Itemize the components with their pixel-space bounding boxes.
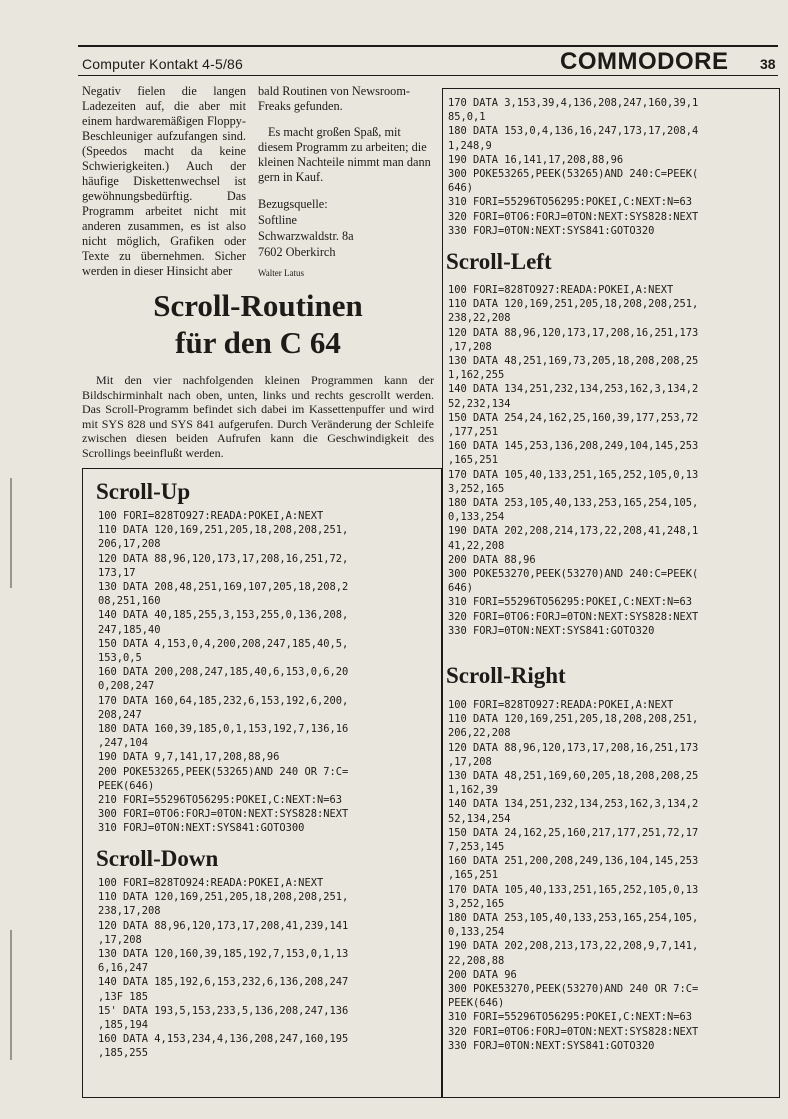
- heading-scroll-right: Scroll-Right: [446, 663, 566, 688]
- heading-scroll-up: Scroll-Up: [96, 479, 191, 504]
- binding-edge-mark-lower: [10, 930, 12, 1060]
- article-intro: Mit den vier nachfolgenden kleinen Programmen kann der Bildschirminhalt nach oben, unten, links und rechts gescrollt werden. Das Scroll-Programm befindet sich dabei im Kassettenpuffer und wird mit SYS 828 und SYS 841 aufgerufen. Durch Veränderung der Schleife zwischen diesen beiden Aufrufen kann die Geschwindigkeit des Scrollings beeinflußt werden.: [82, 373, 434, 460]
- source-label: Bezugsquelle:: [258, 197, 328, 211]
- magazine-issue: Computer Kontakt 4-5/86: [82, 56, 244, 72]
- review-author: Walter Latus: [258, 268, 305, 278]
- heading-scroll-left: Scroll-Left: [446, 249, 552, 274]
- code-scroll-right: 100 FORI=828TO927:READA:POKEI,A:NEXT 110 DATA 120,169,251,205,18,208,208,251, 206,22,208 120 DATA 88,96,120,173,17,208,16,251,173 ,17,208 130 DATA 48,251,169,60,205,18,208,208,25 1,162,39 140 DATA 134,251,232,134,253,162,3,134,2 52,134,254 150 DATA 24,162,25,160,217,177,251,72,17 7,253,145 160 DATA 251,200,208,249,136,104,145,253 ,165,251 170 DATA 105,40,133,251,165,252,105,0,13 3,252,165 180 DATA 253,105,40,133,253,165,254,105, 0,133,254 190 DATA 202,208,213,173,22,208,9,7,141, 22,208,88 200 DATA 96 300 POKE53270,PEEK(53270)AND 240 OR 7:C= PEEK(646) 310 FORI=55296TO56295:POKEI,C:NEXT:N=63 320 FORI=0TO6:FORJ=0TON:NEXT:SYS828:NEXT 330 FORJ=0TON:NEXT:SYS841:GOTO320: [448, 699, 699, 1052]
- page-number: 38: [760, 56, 776, 72]
- section-brand: COMMODORE: [560, 48, 729, 75]
- review-column-left: Negativ fielen die langen Ladezeiten auf, die aber mit einem hardwaremäßigen Floppy-Beschleuniger aufzufangen sind. (Speedos macht da keine Schwierigkeiten.) Auch der häufige Diskettenwechsel ist gewöhnungsbedürftig. Das Programm arbeitet nicht mit anderen zusammen, es ist also nicht möglich, Grafiken oder Texte zu übernehmen. Sicher werden in dieser Hinsicht aber: [82, 84, 246, 278]
- heading-scroll-down: Scroll-Down: [96, 846, 219, 871]
- code-scroll-left: 100 FORI=828TO927:READA:POKEI,A:NEXT 110 DATA 120,169,251,205,18,208,208,251, 238,22,208 120 DATA 88,96,120,173,17,208,16,251,173 ,17,208 130 DATA 48,251,169,73,205,18,208,208,25 1,162,255 140 DATA 134,251,232,134,253,162,3,134,2 52,232,134 150 DATA 254,24,162,25,160,39,177,253,72 ,177,251 160 DATA 145,253,136,208,249,104,145,253 ,165,251 170 DATA 105,40,133,251,165,252,105,0,13 3,252,165 180 DATA 253,105,40,133,253,165,254,105, 0,133,254 190 DATA 202,208,214,173,22,208,41,248,1 41,22,208 200 DATA 88,96 300 POKE53270,PEEK(53270)AND 240:C=PEEK( 646) 310 FORI=55296TO56295:POKEI,C:NEXT:N=63 320 FORI=0TO6:FORJ=0TON:NEXT:SYS828:NEXT 330 FORJ=0TON:NEXT:SYS841:GOTO320: [448, 284, 699, 637]
- review-paragraph-2: Es macht großen Spaß, mit diesem Programm zu arbeiten; die kleinen Nachteile nimmt man dann gern in Kauf.: [258, 125, 431, 184]
- source-name: Softline: [258, 213, 297, 227]
- source-city: 7602 Oberkirch: [258, 245, 336, 259]
- code-scroll-down-continued: 170 DATA 3,153,39,4,136,208,247,160,39,1 85,0,1 180 DATA 153,0,4,136,16,247,173,17,208,4 1,248,9 190 DATA 16,141,17,208,88,96 300 POKE53265,PEEK(53265)AND 240:C=PEEK( 646) 310 FORI=55296TO56295:POKEI,C:NEXT:N=63 320 FORI=0TO6:FORJ=0TON:NEXT:SYS828:NEXT 330 FORJ=0TON:NEXT:SYS841:GOTO320: [448, 97, 699, 237]
- header-rule-top: [78, 45, 778, 47]
- source-street: Schwarzwaldstr. 8a: [258, 229, 354, 243]
- binding-edge-mark: [10, 478, 12, 588]
- article-title: [82, 287, 434, 361]
- article-title-line-1: Scroll-Routinen: [153, 288, 363, 323]
- code-scroll-down: 100 FORI=828TO924:READA:POKEI,A:NEXT 110 DATA 120,169,251,205,18,208,208,251, 238,17,208 120 DATA 88,96,120,173,17,208,41,239,141 ,17,208 130 DATA 120,160,39,185,192,7,153,0,1,13 6,16,247 140 DATA 185,192,6,153,232,6,136,208,247 ,13F 185 15' DATA 193,5,153,233,5,136,208,247,136 ,185,194 160 DATA 4,153,234,4,136,208,247,160,195 ,185,255: [98, 877, 349, 1060]
- review-column-right: [258, 84, 438, 281]
- code-scroll-up: 100 FORI=828TO927:READA:POKEI,A:NEXT 110 DATA 120,169,251,205,18,208,208,251, 206,17,208 120 DATA 88,96,120,173,17,208,16,251,72, 173,17 130 DATA 208,48,251,169,107,205,18,208,2 08,251,160 140 DATA 40,185,255,3,153,255,0,136,208, 247,185,40 150 DATA 4,153,0,4,200,208,247,185,40,5, 153,0,5 160 DATA 200,208,247,185,40,6,153,0,6,20 0,208,247 170 DATA 160,64,185,232,6,153,192,6,200, 208,247 180 DATA 160,39,185,0,1,153,192,7,136,16 ,247,104 190 DATA 9,7,141,17,208,88,96 200 POKE53265,PEEK(53265)AND 240 OR 7:C= PEEK(646) 210 FORI=55296TO56295:POKEI,C:NEXT:N=63 300 FORI=0TO6:FORJ=0TON:NEXT:SYS828:NEXT 310 FORJ=0TON:NEXT:SYS841:GOTO300: [98, 510, 349, 835]
- source-address: [258, 196, 438, 260]
- header-rule-bottom: [78, 75, 778, 76]
- review-paragraph-1: bald Routinen von Newsroom-Freaks gefunden.: [258, 84, 410, 113]
- article-title-line-2: für den C 64: [175, 325, 341, 360]
